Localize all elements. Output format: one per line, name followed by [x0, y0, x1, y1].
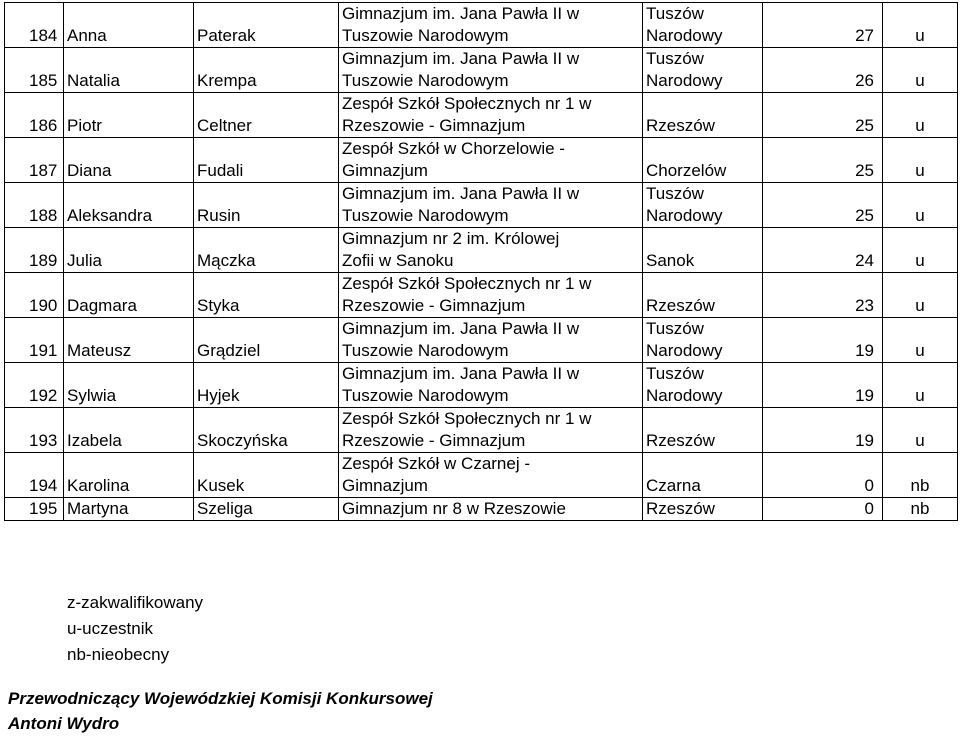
- city: [643, 408, 763, 453]
- city-line2: Narodowy: [646, 71, 723, 90]
- signature-name: Antoni Wydro: [8, 714, 120, 733]
- school-name: [339, 498, 643, 521]
- school-name-line2: Gimnazjum: [342, 161, 428, 180]
- last-name: Skoczyńska: [194, 408, 339, 453]
- school-name-line2: Tuszowie Narodowym: [342, 71, 509, 90]
- row-number: 184: [5, 3, 64, 48]
- city: [643, 228, 763, 273]
- table-row: [5, 3, 958, 48]
- school-name: [339, 363, 643, 408]
- city: [643, 453, 763, 498]
- school-name-line2: Rzeszowie - Gimnazjum: [342, 431, 526, 450]
- last-name: Grądziel: [194, 318, 339, 363]
- city-line1: Tuszów: [646, 49, 704, 68]
- points: 19: [763, 408, 883, 453]
- first-name: Dagmara: [64, 273, 194, 318]
- first-name: Izabela: [64, 408, 194, 453]
- city-line1: Tuszów: [646, 4, 704, 23]
- last-name: Mączka: [194, 228, 339, 273]
- points: 24: [763, 228, 883, 273]
- city: [643, 138, 763, 183]
- school-name: [339, 408, 643, 453]
- row-number: 191: [5, 318, 64, 363]
- last-name: Krempa: [194, 48, 339, 93]
- school-name-line1: Gimnazjum im. Jana Pawła II w: [342, 364, 580, 383]
- row-number: 193: [5, 408, 64, 453]
- results-table-body: [5, 3, 958, 521]
- last-name: Rusin: [194, 183, 339, 228]
- status: u: [883, 93, 958, 138]
- city: [643, 183, 763, 228]
- school-name: [339, 48, 643, 93]
- city-line2: Rzeszów: [646, 499, 715, 518]
- first-name: Diana: [64, 138, 194, 183]
- legend-participant: u-uczestnik: [67, 619, 153, 638]
- city: [643, 93, 763, 138]
- school-name-line1: Zespół Szkół w Chorzelowie -: [342, 139, 565, 158]
- last-name: Celtner: [194, 93, 339, 138]
- last-name: Fudali: [194, 138, 339, 183]
- points: 26: [763, 48, 883, 93]
- school-name: [339, 228, 643, 273]
- status: u: [883, 3, 958, 48]
- row-number: 190: [5, 273, 64, 318]
- city: [643, 3, 763, 48]
- city: [643, 273, 763, 318]
- status: u: [883, 183, 958, 228]
- school-name-line2: Tuszowie Narodowym: [342, 341, 509, 360]
- status: u: [883, 318, 958, 363]
- points: 25: [763, 138, 883, 183]
- table-row: [5, 93, 958, 138]
- city-line2: Rzeszów: [646, 116, 715, 135]
- status: u: [883, 228, 958, 273]
- first-name: Martyna: [64, 498, 194, 521]
- school-name-line1: Zespół Szkół Społecznych nr 1 w: [342, 409, 592, 428]
- last-name: Kusek: [194, 453, 339, 498]
- school-name-line1: Gimnazjum im. Jana Pawła II w: [342, 319, 580, 338]
- table-row: [5, 273, 958, 318]
- table-row: [5, 138, 958, 183]
- city-line2: Narodowy: [646, 341, 723, 360]
- status: u: [883, 363, 958, 408]
- school-name-line1: Gimnazjum im. Jana Pawła II w: [342, 49, 580, 68]
- table-row: [5, 408, 958, 453]
- status: u: [883, 273, 958, 318]
- first-name: Karolina: [64, 453, 194, 498]
- school-name-line1: Gimnazjum im. Jana Pawła II w: [342, 4, 580, 23]
- school-name: [339, 318, 643, 363]
- signature: [8, 686, 433, 736]
- city-line2: Rzeszów: [646, 431, 715, 450]
- row-number: 194: [5, 453, 64, 498]
- city: [643, 318, 763, 363]
- city-line2: Narodowy: [646, 386, 723, 405]
- school-name-line1: Zespół Szkół w Czarnej -: [342, 454, 531, 473]
- city: [643, 498, 763, 521]
- first-name: Piotr: [64, 93, 194, 138]
- city-line1: Tuszów: [646, 184, 704, 203]
- city-line2: Czarna: [646, 476, 701, 495]
- points: 0: [763, 498, 883, 521]
- row-number: 195: [5, 498, 64, 521]
- table-row: [5, 48, 958, 93]
- legend-absent: nb-nieobecny: [67, 645, 170, 664]
- city: [643, 48, 763, 93]
- table-row: [5, 318, 958, 363]
- first-name: Anna: [64, 3, 194, 48]
- first-name: Aleksandra: [64, 183, 194, 228]
- last-name: Hyjek: [194, 363, 339, 408]
- city-line2: Narodowy: [646, 206, 723, 225]
- table-row: [5, 183, 958, 228]
- row-number: 189: [5, 228, 64, 273]
- status: u: [883, 138, 958, 183]
- first-name: Mateusz: [64, 318, 194, 363]
- row-number: 192: [5, 363, 64, 408]
- city: [643, 363, 763, 408]
- table-row: [5, 363, 958, 408]
- status: u: [883, 408, 958, 453]
- legend-qualified: z-zakwalifikowany: [67, 593, 204, 612]
- school-name-line2: Rzeszowie - Gimnazjum: [342, 296, 526, 315]
- school-name-line2: Zofii w Sanoku: [342, 251, 454, 270]
- legend: [67, 590, 203, 668]
- school-name: [339, 273, 643, 318]
- points: 27: [763, 3, 883, 48]
- table-row: [5, 498, 958, 521]
- school-name: [339, 138, 643, 183]
- last-name: Szeliga: [194, 498, 339, 521]
- city-line2: Sanok: [646, 251, 695, 270]
- row-number: 185: [5, 48, 64, 93]
- school-name-line2: Tuszowie Narodowym: [342, 26, 509, 45]
- city-line1: Tuszów: [646, 364, 704, 383]
- signature-title: Przewodniczący Wojewódzkiej Komisji Konkursowej: [8, 689, 433, 708]
- school-name: [339, 93, 643, 138]
- status: nb: [883, 498, 958, 521]
- school-name-line1: Zespół Szkół Społecznych nr 1 w: [342, 274, 592, 293]
- school-name-line2: Gimnazjum nr 8 w Rzeszowie: [342, 499, 566, 518]
- first-name: Natalia: [64, 48, 194, 93]
- row-number: 187: [5, 138, 64, 183]
- row-number: 186: [5, 93, 64, 138]
- city-line2: Narodowy: [646, 26, 723, 45]
- city-line1: Tuszów: [646, 319, 704, 338]
- points: 19: [763, 318, 883, 363]
- status: nb: [883, 453, 958, 498]
- status: u: [883, 48, 958, 93]
- row-number: 188: [5, 183, 64, 228]
- last-name: Paterak: [194, 3, 339, 48]
- school-name: [339, 453, 643, 498]
- table-row: [5, 453, 958, 498]
- school-name-line2: Tuszowie Narodowym: [342, 206, 509, 225]
- table-row: [5, 228, 958, 273]
- results-table: [4, 2, 958, 521]
- points: 23: [763, 273, 883, 318]
- school-name-line1: Zespół Szkół Społecznych nr 1 w: [342, 94, 592, 113]
- points: 19: [763, 363, 883, 408]
- city-line2: Chorzelów: [646, 161, 727, 180]
- school-name-line1: Gimnazjum nr 2 im. Królowej: [342, 229, 560, 248]
- points: 25: [763, 93, 883, 138]
- first-name: Sylwia: [64, 363, 194, 408]
- school-name-line2: Tuszowie Narodowym: [342, 386, 509, 405]
- school-name: [339, 183, 643, 228]
- points: 25: [763, 183, 883, 228]
- school-name-line2: Gimnazjum: [342, 476, 428, 495]
- last-name: Styka: [194, 273, 339, 318]
- school-name: [339, 3, 643, 48]
- city-line2: Rzeszów: [646, 296, 715, 315]
- school-name-line2: Rzeszowie - Gimnazjum: [342, 116, 526, 135]
- school-name-line1: Gimnazjum im. Jana Pawła II w: [342, 184, 580, 203]
- first-name: Julia: [64, 228, 194, 273]
- points: 0: [763, 453, 883, 498]
